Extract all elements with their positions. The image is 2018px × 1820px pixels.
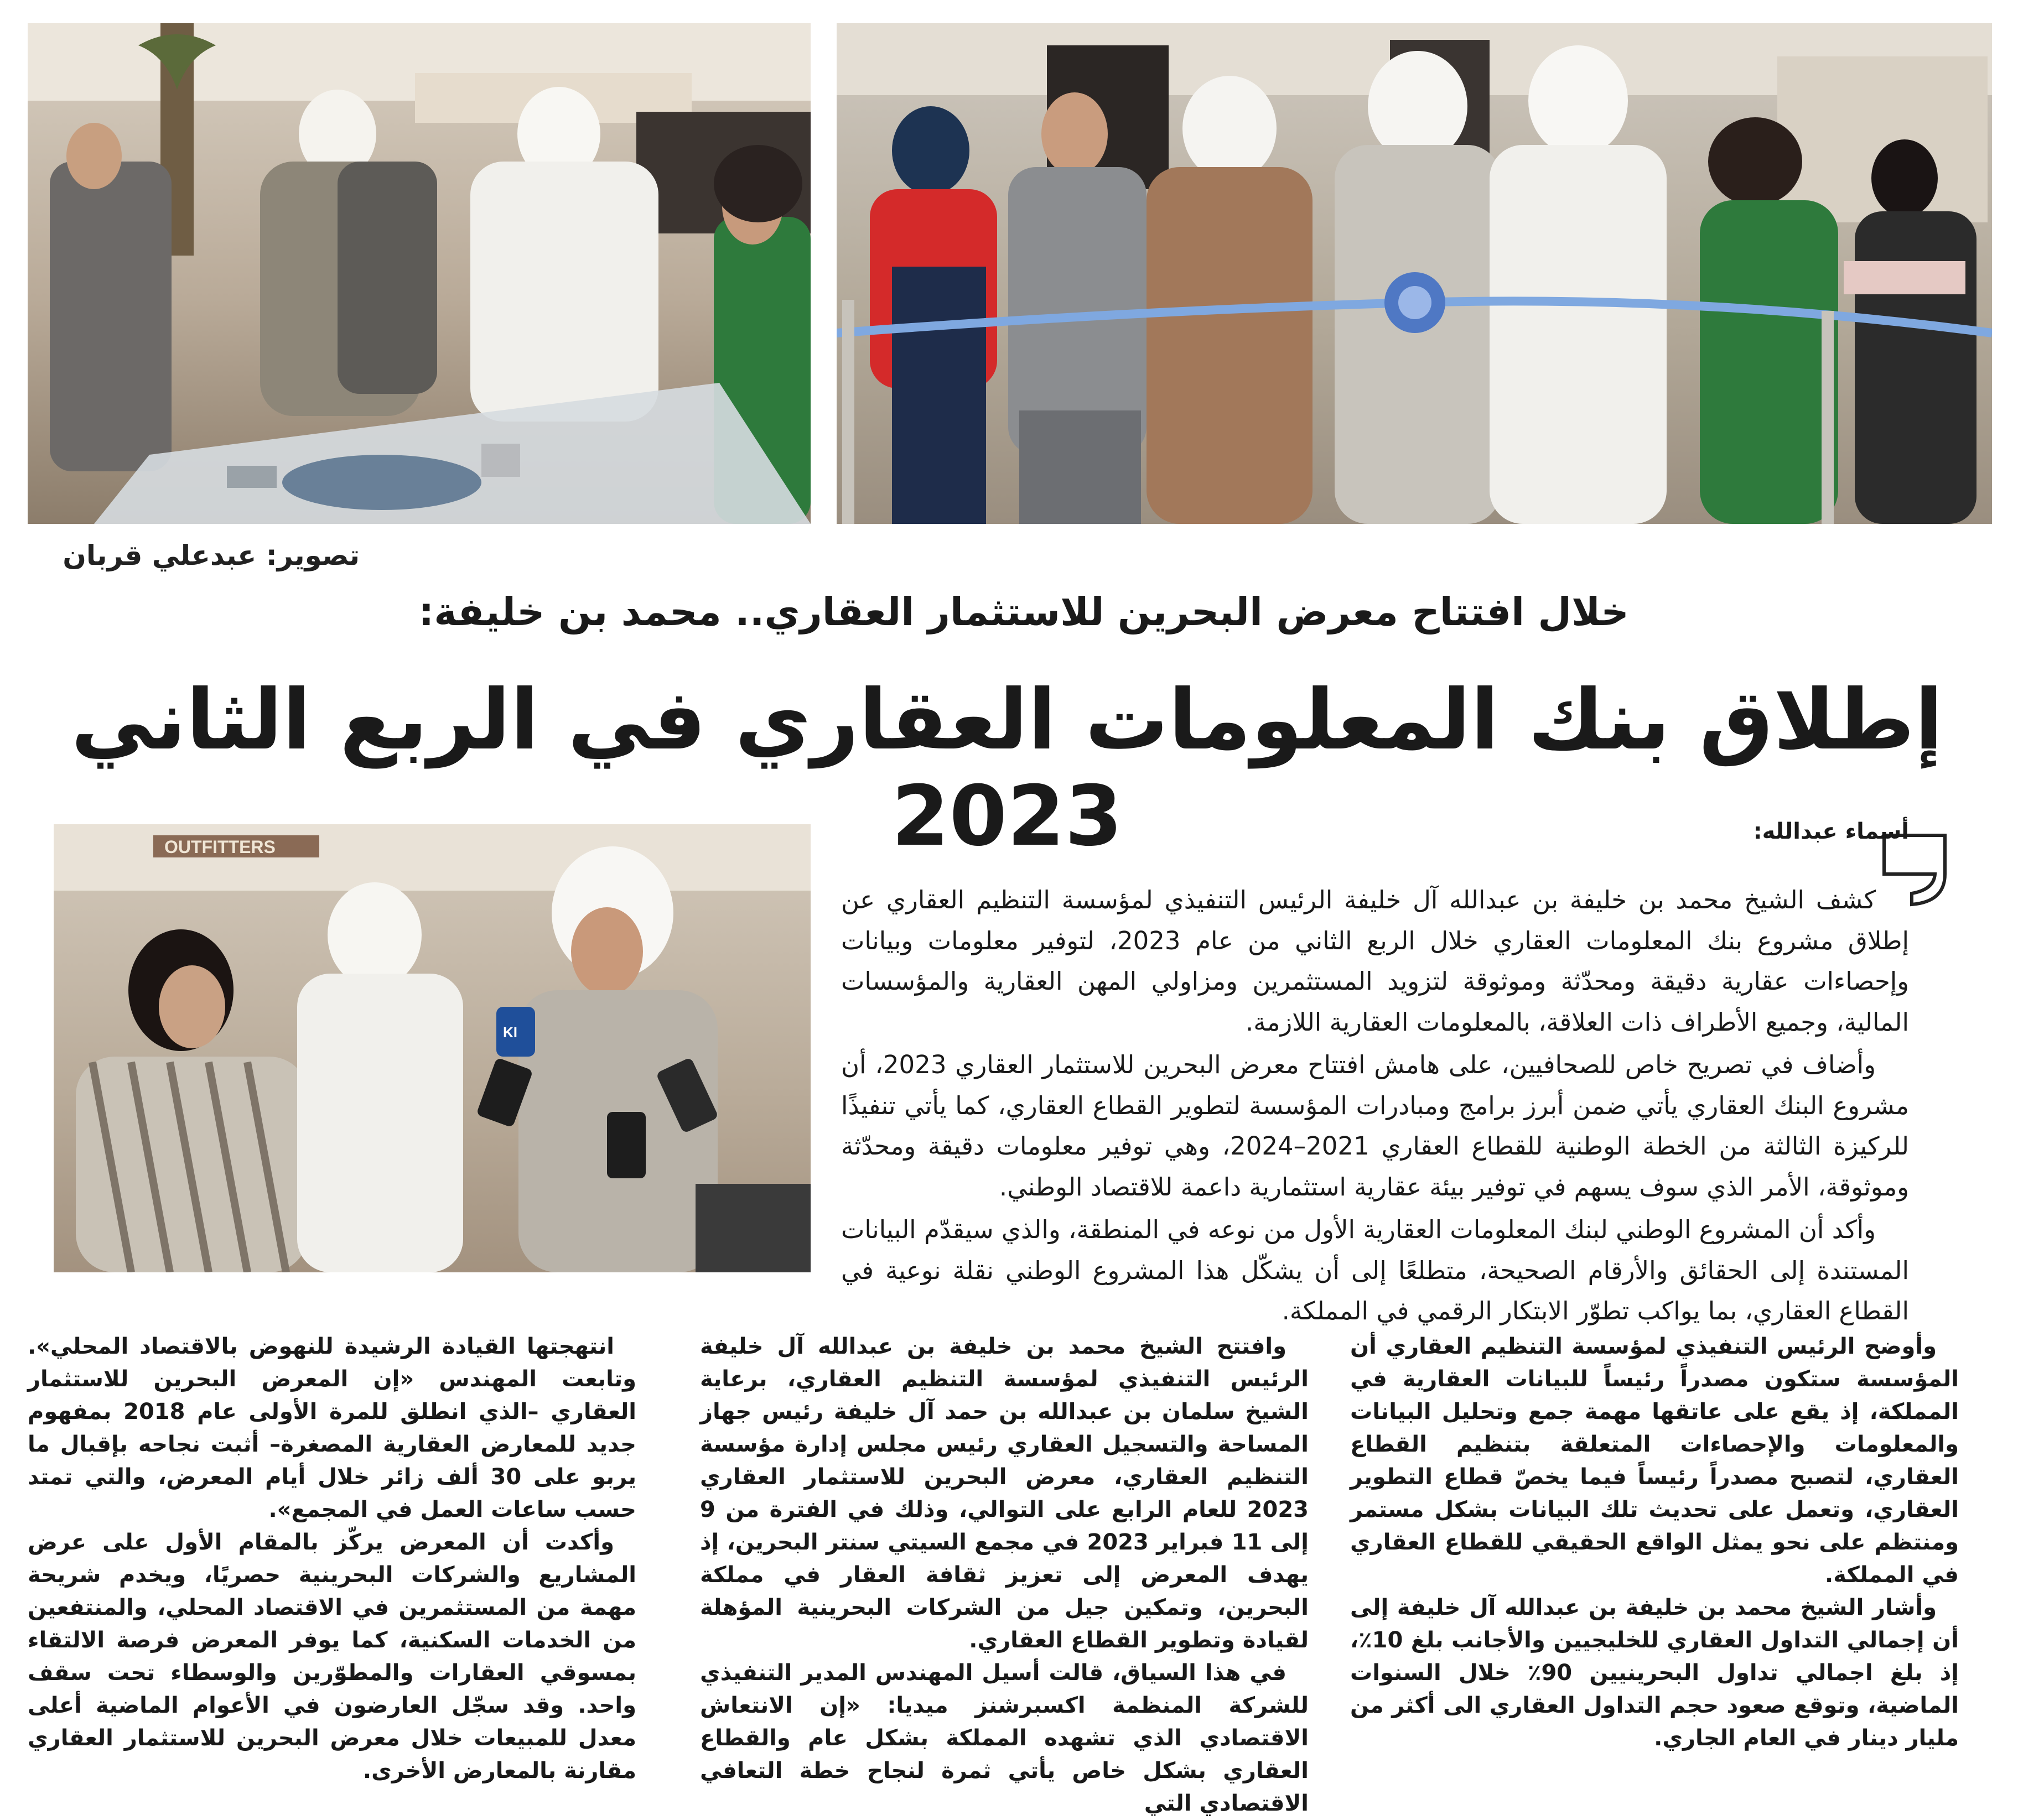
photo-credit: تصوير: عبدعلي قربان xyxy=(63,539,360,571)
photo-ribbon-cutting xyxy=(837,23,1992,524)
lead-paragraph: وأكد أن المشروع الوطني لبنك المعلومات العقارية الأول من نوعه في المنطقة، والذي سيقدّم البيانات المستندة إلى الحقائق والأرقام الصحيحة، متطلعًا إلى أن يشكّل هذا المشروع الوطني نقلة نوعية في القطاع العقاري، بما يواكب تطوّر الابتكار الرقمي في المملكة. xyxy=(841,1215,1909,1325)
photo-interview-illustration xyxy=(54,824,811,1272)
kicker: خلال افتتاح معرض البحرين للاستثمار العقاري.. محمد بن خليفة: xyxy=(418,589,1629,635)
store-sign: OUTFITTERS xyxy=(164,837,276,857)
headline: إطلاق بنك المعلومات العقاري في الربع الثاني 2023 xyxy=(71,672,1943,865)
column-paragraph: انتهجتها القيادة الرشيدة للنهوض بالاقتصاد المحلي». وتابعت المهندس «إن المعرض البحرين للاستثمار العقاري –الذي انطلق للمرة الأولى عام 2018 بمفهوم جديد للمعارض العقارية المصغرة– أثبت نجاحه بإقبال ما يربو على 30 ألف زائر خلال أيام المعرض، والتي تمتد حسب ساعات العمل في المجمع». xyxy=(28,1334,636,1522)
column-middle xyxy=(700,1330,1309,1820)
column-paragraph: وافتتح الشيخ محمد بن خليفة بن عبدالله آل خليفة الرئيس التنفيذي لمؤسسة التنظيم العقاري، برعاية الشيخ سلمان بن عبدالله بن حمد آل خليفة رئيس جهاز المساحة والتسجيل العقاري رئيس مجلس إدارة مؤسسة التنظيم العقاري، معرض البحرين للاستثمار العقاري 2023 للعام الرابع على التوالي، وذلك في الفترة من 9 إلى 11 فبراير 2023 في مجمع السيتي سنتر البحرين، إذ يهدف المعرض إلى تعزيز ثقافة العقار في مملكة البحرين، وتمكين جيل من الشركات البحرينية المؤهلة لقيادة وتطوير القطاع العقاري. xyxy=(700,1334,1309,1653)
hijab xyxy=(892,106,969,195)
lead-paragraph: وأضاف في تصريح خاص للصحافيين، على هامش افتتاح معرض البحرين للاستثمار العقاري 2023، أن مشروع البنك العقاري يأتي ضمن أبرز برامج ومبادرات المؤسسة لتطوير القطاع العقاري، كما يأتي تنفيذًا للركيزة الثالثة من الخطة الوطنية للقطاع العقاري 2021–2024، وهي توفير معلومات دقيقة ومحدّثة وموثوقة، الأمر الذي سوف يسهم في توفير بيئة عقارية استثمارية داعمة للاقتصاد الوطني. xyxy=(841,1050,1909,1202)
photo-exhibit-model-illustration xyxy=(28,23,811,524)
column-left xyxy=(28,1330,636,1787)
mic-label: KI xyxy=(503,1024,517,1041)
lead-paragraph: كشف الشيخ محمد بن خليفة بن عبدالله آل خليفة الرئيس التنفيذي لمؤسسة التنظيم العقاري عن إطلاق مشروع بنك المعلومات العقاري خلال الربع الثاني من عام 2023، لتوفير معلومات وبيانات وإحصاءات عقارية دقيقة ومحدّثة وموثوقة لتزويد المستثمرين ومزاولي المهن العقارية والمؤسسات المالية، وجميع الأطراف ذات العلاقة، بالمعلومات العقارية اللازمة. xyxy=(841,885,1909,1037)
byline: أسماء عبدالله: xyxy=(1753,819,1909,844)
photo-exhibit-model xyxy=(28,23,811,524)
column-right xyxy=(1350,1330,1959,1755)
column-paragraph: وأكدت أن المعرض يركّز بالمقام الأول على عرض المشاريع والشركات البحرينية حصريًا، ويخدم شريحة مهمة من المستثمرين في الاقتصاد المحلي، والمنتفعين من الخدمات السكنية، كما يوفر المعرض فرصة الالتقاء بمسوقي العقارات والمطوّرين والوسطاء تحت سقف واحد. وقد سجّل العارضون في الأعوام الماضية أعلى معدل للمبيعات خلال معرض البحرين للاستثمار العقاري مقارنة بالمعارض الأخرى. xyxy=(28,1530,636,1783)
photo-interview xyxy=(54,824,811,1272)
column-paragraph: وأوضح الرئيس التنفيذي لمؤسسة التنظيم العقاري أن المؤسسة ستكون مصدراً رئيساً للبيانات العقارية في المملكة، إذ يقع على عاتقها مهمة جمع وتحليل البيانات والمعلومات والإحصاءات المتعلقة بتنظيم القطاع العقاري، لتصبح مصدراً رئيساً فيما يخصّ قطاع التطوير العقاري، وتعمل على تحديث تلك البيانات بشكل مستمر ومنتظم على نحو يمثل الواقع الحقيقي للقطاع العقاري في المملكة. xyxy=(1350,1334,1959,1588)
column-paragraph: وأشار الشيخ محمد بن خليفة بن عبدالله آل خليفة إلى أن إجمالي التداول العقاري للخليجيين والأجانب بلغ 10٪، إذ بلغ اجمالي تداول البحرينيين 90٪ خلال السنوات الماضية، وتوقع صعود حجم التداول العقاري الى أكثر من مليار دينار في العام الجاري. xyxy=(1350,1595,1959,1751)
column-paragraph: في هذا السياق، قالت أسيل المهندس المدير التنفيذي للشركة المنظمة اكسبرشنز ميديا: «إن الانتعاش الاقتصادي الذي تشهده المملكة بشكل عام والقطاع العقاري بشكل خاص يأتي ثمرة لنجاح خطة التعافي الاقتصادي التي xyxy=(700,1660,1309,1816)
lead-article xyxy=(841,880,1909,1334)
photo-ribbon-cutting-illustration xyxy=(837,23,1992,524)
green-dress-2 xyxy=(1700,200,1838,524)
